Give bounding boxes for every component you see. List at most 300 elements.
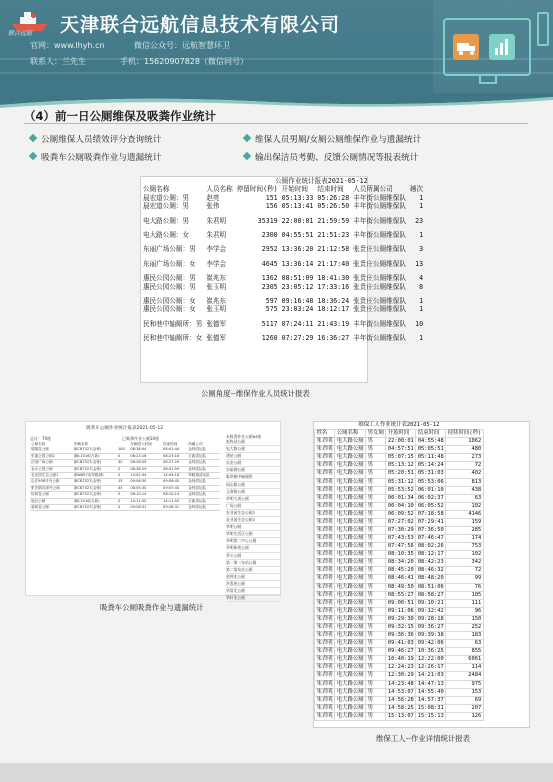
table-cell: 朱君明 (206, 231, 227, 240)
table-cell: 1 (419, 193, 424, 202)
diamond-bullet-icon (243, 134, 251, 142)
table-row (141, 245, 425, 253)
table-cell: 男 (366, 518, 386, 526)
table-cell: 08:12:17 (417, 551, 444, 558)
table-cell: 07:27:02 (387, 518, 414, 525)
contact-text: 联系人：兰先生 (30, 57, 86, 66)
missing-toilet-item: 第二第布站公厕 (226, 567, 280, 574)
table-cell: 08:10:35 (387, 551, 414, 558)
column-header: 人员所属公司 (353, 185, 393, 194)
table-cell: 男 (366, 454, 386, 462)
table-cell: 102 (446, 551, 483, 559)
table-cell: 438 (446, 486, 483, 494)
table-cell: 12:30:29 (387, 672, 414, 679)
table-cell: 3 (419, 245, 424, 254)
table-cell: 男 (366, 543, 386, 551)
table-cell: 金钟清运队 (187, 485, 220, 491)
table-cell: 男 (366, 551, 386, 559)
table-cell: 07:30:29 (387, 527, 414, 534)
missing-toilet-item: 华明公厕 (226, 524, 280, 531)
report-summary: 总计：74座 (30, 436, 52, 441)
table-cell: 05:31:03 (417, 470, 444, 477)
table-cell: 朱君明 (316, 551, 333, 558)
table-cell: 张德军 (206, 319, 227, 328)
table-cell: 05:13:12 (387, 462, 414, 469)
table-cell: 张贵庄公厕维保队 (353, 259, 406, 268)
table-cell: 电大路公厕 (336, 446, 364, 453)
column-header: 人员名称 (206, 185, 233, 194)
table-cell: 电大路公厕 (336, 559, 364, 566)
table-header-row (315, 430, 484, 438)
company-name: 天津联合远航信息技术有限公司 (60, 14, 341, 36)
table-row (315, 640, 484, 648)
table-cell: 12:26:17 (417, 664, 444, 671)
report-title: 公厕作业统计报表2021-05-12 (275, 177, 368, 185)
table-cell: 08:41:44 (162, 447, 187, 453)
table-cell: 男 (366, 575, 386, 583)
table-cell: 21:17:40 (317, 259, 350, 268)
table-cell: 1062 (446, 438, 483, 446)
table-cell: 18:12:17 (317, 305, 350, 314)
table-cell: 99 (446, 575, 483, 583)
table-cell: 126 (446, 712, 483, 720)
table-cell: 男 (366, 486, 386, 494)
table-cell: 朱君明 (316, 623, 333, 630)
missing-toilet-item: 广场公厕 (226, 503, 280, 510)
column-header: 姓名 (315, 430, 335, 438)
table-cell: 09:16:48 (281, 297, 314, 306)
table-cell: 09:28:31 (129, 505, 162, 511)
table-cell: 2305 (261, 282, 278, 291)
table-row (141, 231, 425, 239)
table-cell: 朱君明 (316, 575, 333, 582)
table-cell: 男 (366, 438, 386, 446)
table-cell: 津CB7527(金钟) (73, 460, 117, 466)
table-cell: 朱君明 (316, 567, 333, 574)
table-cell: 855 (446, 648, 483, 656)
missing-toilet-item: 农业园生态公厕2 (226, 510, 280, 517)
table-cell: 153 (446, 688, 483, 696)
table-cell: 04:57:51 (387, 446, 414, 453)
column-header: 趟次 (409, 185, 424, 194)
report2-caption: 吸粪车公厕吸粪作业与遗漏统计 (100, 603, 204, 612)
table-cell: 男 (366, 648, 386, 656)
table-cell: 朱君明 (316, 672, 333, 679)
table-row (315, 680, 484, 688)
table-row (315, 704, 484, 712)
table-cell: 10 (415, 319, 424, 328)
table-cell: 军粮城清运队 (187, 473, 220, 479)
table-cell: 8 (419, 282, 424, 291)
table-cell: 朱君明 (316, 494, 333, 501)
table-cell: 2952 (261, 245, 278, 254)
table-cell: 金钟清运队 (187, 460, 220, 466)
table-cell: 14:21:03 (417, 672, 444, 679)
table-cell: 21:12:58 (317, 245, 350, 254)
table-cell: 753 (446, 543, 483, 551)
table-cell: 万新清运队 (187, 453, 220, 459)
table-cell: 13:02:44 (129, 473, 162, 479)
column-header: 结束时间 (416, 430, 446, 438)
table-cell: 16:36:27 (317, 334, 350, 343)
table-cell: 朱君明 (316, 640, 333, 647)
table-cell: 08:10:14 (162, 492, 187, 498)
table-row (315, 494, 484, 502)
table-cell: 男 (366, 704, 386, 712)
missing-toilet-item: 华明生活区公厕 (226, 531, 280, 538)
table-cell: 4 (419, 274, 424, 283)
table-cell: 23:03:24 (281, 305, 314, 314)
table-cell: 电大路公厕 (336, 543, 364, 550)
table-cell: 电大路公厕：女 (143, 231, 190, 240)
table-cell: 111 (446, 599, 483, 607)
table-cell: 张贵庄公厕维保队 (353, 297, 406, 306)
table-cell: 09:07:45 (162, 485, 187, 491)
table-cell: 21:59:59 (317, 216, 350, 225)
table-row (315, 518, 484, 526)
table-cell: 09:46:27 (387, 648, 414, 655)
table-cell: 08:41:59 (162, 466, 187, 472)
table-cell: 1362 (261, 274, 278, 283)
table-cell: 1 (419, 202, 424, 211)
table-cell: 2300 (261, 231, 278, 240)
table-row (315, 656, 484, 664)
table-body (30, 447, 220, 511)
table-cell: 电大路公厕 (336, 712, 364, 719)
table-cell: 朱君明 (316, 656, 333, 663)
footer-band (0, 763, 553, 782)
table-row (141, 334, 425, 342)
table-cell: 电大路公厕 (336, 486, 364, 493)
table-cell: 08:10:14 (129, 492, 162, 498)
table-cell: 22:00:01 (281, 216, 314, 225)
table-cell: 朱君明 (316, 462, 333, 469)
table-cell: 农业园生态公厕1 (30, 473, 73, 479)
table-cell: 69 (446, 696, 483, 704)
table-cell: 102 (446, 502, 483, 510)
table-cell: 14:47:13 (417, 680, 444, 687)
table-cell: 07:46:47 (417, 535, 444, 542)
table-cell: 0 (117, 492, 129, 498)
table-cell: 183 (446, 632, 483, 640)
table-cell: 电大路公厕 (336, 438, 364, 445)
table-cell: 法治广场公厕 (30, 460, 73, 466)
table-cell: 12:24:23 (387, 664, 414, 671)
table-cell: 22:00:01 (387, 438, 414, 445)
table-cell: 男 (366, 583, 386, 591)
table-cell: 05:13:41 (281, 202, 314, 211)
monitor-icon (443, 18, 531, 76)
table-cell: 480 (446, 446, 483, 454)
table-cell: 李学会 (206, 259, 227, 268)
table-cell: 崔兆东 (206, 274, 227, 283)
table-cell: 14:57:37 (417, 696, 444, 703)
table-row (30, 505, 220, 511)
table-cell: 09:10:21 (417, 599, 444, 606)
table-cell: 06:04:10 (387, 502, 414, 509)
table-cell: 07:47:56 (387, 543, 414, 550)
table-cell: 72 (446, 567, 483, 575)
table-cell: 23 (415, 216, 424, 225)
pen-icon (537, 12, 549, 46)
table-cell: 30 (117, 460, 129, 466)
table-cell: 电大路公厕 (336, 575, 364, 582)
table-cell: 273 (446, 454, 483, 462)
table-cell: 0 (117, 453, 129, 459)
missing-title: 未吸粪作业公厕64座 (226, 434, 262, 439)
table-cell: 18:36:24 (317, 297, 350, 306)
table-cell: 09:11:06 (387, 607, 414, 614)
table-cell: 15:08:31 (417, 704, 444, 711)
table-cell: 08:49:50 (387, 583, 414, 590)
table-cell: 09:28:18 (417, 615, 444, 622)
table-cell: 金钟清运队 (187, 466, 220, 472)
table-cell: 813 (446, 478, 483, 486)
table-cell: 张玉明 (206, 282, 227, 291)
table-cell: 08:34:20 (387, 559, 414, 566)
table-cell: 1 (419, 334, 424, 343)
table-cell: 09:06:30 (129, 479, 162, 485)
section-title: （4）前一日公厕维保及吸粪作业统计 (24, 109, 216, 123)
table-row (315, 615, 484, 623)
table-cell: 李学会 (206, 245, 227, 254)
table-cell: 朱君明 (316, 438, 333, 445)
table-row (315, 535, 484, 543)
table-cell: 电大路公厕 (336, 664, 364, 671)
table-cell: 05:11:48 (417, 454, 444, 461)
table-cell: 万新清运队 (187, 498, 220, 504)
table-cell: 207 (446, 704, 483, 712)
table-cell: 1260 (261, 334, 278, 343)
table-cell: 4645 (261, 259, 278, 268)
table-cell: 14:58:25 (387, 704, 414, 711)
table-cell: 09:12:42 (417, 607, 444, 614)
table-cell: 朱君明 (316, 704, 333, 711)
table-cell: 08:45:20 (387, 567, 414, 574)
table-row (141, 274, 425, 282)
table-cell: 金钟清运队 (187, 447, 220, 453)
table-cell: 张玉明 (206, 305, 227, 314)
table-cell: 18:41:30 (317, 274, 350, 283)
report3-caption: 维保工人--作业详情统计报表 (376, 734, 471, 743)
table-cell: 男 (366, 535, 386, 543)
table-cell: 朱君明 (316, 680, 333, 687)
table-cell: 13:36:14 (281, 259, 314, 268)
table-cell: 朱君明 (316, 502, 333, 509)
table-cell: 电大路公厕 (336, 502, 364, 509)
table-cell: 惠民公园公厕：男 (143, 282, 196, 291)
column-header: 公厕名称 (143, 185, 170, 194)
table-cell: 惠民公园公厕：女 (143, 305, 196, 314)
table-cell: 08:55:30 (129, 485, 162, 491)
table-cell: 06:01:34 (387, 494, 414, 501)
table-row (315, 454, 484, 462)
table-cell: 14:55:40 (417, 688, 444, 695)
table-cell: 05:13:33 (281, 193, 314, 202)
table-cell: 张庄精功津外公厕 (30, 485, 73, 491)
table-cell: 电大路公厕 (336, 583, 364, 590)
table-cell: 电大路公厕 (336, 696, 364, 703)
truck-icon (453, 34, 479, 60)
toilet-report-table (141, 177, 425, 343)
table-cell: 07:24:11 (281, 319, 314, 328)
column-header: 所属公司 (188, 442, 203, 446)
table-cell: 男 (366, 632, 386, 640)
diamond-bullet-icon (29, 152, 37, 160)
table-cell: 男 (366, 599, 386, 607)
missing-toilet-item: 建星公厕 (226, 453, 280, 460)
table-cell: 崔兆东 (206, 297, 227, 306)
table-cell: 津CB7527(金钟) (73, 447, 117, 453)
table-cell: 意和壹公厕 (30, 505, 73, 511)
table-cell: 津CB7527(金钟) (73, 492, 117, 498)
table-header-row (141, 185, 425, 193)
table-cell: 朱君明 (316, 648, 333, 655)
table-cell: 电大路公厕 (336, 567, 364, 574)
table-cell: 男 (366, 478, 386, 486)
table-cell: 惠民公园公厕：男 (143, 274, 196, 283)
page-header (0, 0, 553, 93)
table-cell: 156 (265, 202, 278, 211)
table-cell: 09:39:38 (417, 632, 444, 639)
missing-toilet-item: 园山路公厕 (226, 482, 280, 489)
table-row (315, 502, 484, 510)
missing-toilet-item: 金钟北公厕 (226, 574, 280, 581)
bullet-item: 公厕维保人员绩效评分查询统计 (30, 133, 161, 145)
table-cell: 张贵庄公厕维保队 (353, 274, 406, 283)
missing-toilet-item: 华明第二中心公厕 (226, 538, 280, 545)
missing-toilet-item: 东安公厕 (226, 460, 280, 467)
table-row (315, 462, 484, 470)
table-cell: 05:07:15 (387, 454, 414, 461)
table-row (315, 486, 484, 494)
missing-toilet-item: 第一第一布站公厕 (226, 560, 280, 567)
report-subtitle: 已吸粪作业公厕10座 (122, 436, 160, 441)
table-row (141, 260, 425, 268)
table-cell: 张贵庄公厕维保队 (353, 305, 406, 314)
table-cell: 06:05:52 (417, 502, 444, 509)
missing-toilet-item: 电大路公厕 (226, 446, 280, 453)
bar-chart-icon (489, 34, 515, 60)
table-cell: 05:20:51 (387, 470, 414, 477)
missing-toilet-item: 华明新苑公厕 (226, 545, 280, 552)
table-cell: 电大路公厕 (336, 704, 364, 711)
table-cell: 05:05:51 (417, 446, 444, 453)
table-cell: 0 (117, 473, 129, 479)
table-cell: 晨宏道公厕：男 (143, 202, 190, 211)
table-cell: 06:01:10 (417, 486, 444, 493)
table-cell: 电大路公厕 (336, 615, 364, 622)
table-cell: 男 (366, 510, 386, 518)
table-cell: 晨宏道公厕：男 (143, 193, 190, 202)
table-cell: 08:23:16 (162, 453, 187, 459)
table-row (315, 664, 484, 672)
table-cell: 975 (446, 680, 483, 688)
column-header: 开始时间 (386, 430, 416, 438)
table-cell: 朱君明 (316, 615, 333, 622)
suction-truck-report-screenshot (25, 421, 281, 601)
table-cell: 07:18:58 (417, 510, 444, 517)
bullet-item: 吸粪车公厕吸粪作业与遗漏统计 (30, 151, 161, 163)
table-cell: 电大路公厕 (336, 623, 364, 630)
phone-text: 手机：15620907828（微信同号） (120, 57, 248, 66)
table-cell: 08:58:27 (417, 591, 444, 598)
table-cell: 14:44:18 (162, 473, 187, 479)
table-row (315, 438, 484, 446)
table-cell: 张贵庄公厕维保队 (353, 282, 406, 291)
table-cell: 05:14:24 (417, 462, 444, 469)
table-row (315, 543, 484, 551)
table-cell: 赵亮 (206, 193, 220, 202)
missing-toilet-item: 东丽湖公厕 (226, 467, 280, 474)
table-cell: 金钟清运队 (187, 505, 220, 511)
table-cell: 丰年街公厕维保队 (353, 216, 406, 225)
missing-toilet-list (226, 439, 280, 602)
table-cell: 14:23:48 (387, 680, 414, 687)
table-cell: 朱君明 (316, 454, 333, 461)
table-cell: 津CB7527(金钟) (73, 485, 117, 491)
table-cell: 151 (265, 193, 278, 202)
table-cell: 04:55:51 (281, 231, 314, 240)
bullet-item: 维保人员男厕/女厕公厕维保作业与遗漏统计 (244, 133, 421, 145)
table-row (315, 712, 484, 720)
table-cell: 丰年街公厕维保队 (353, 319, 406, 328)
table-cell: 21:43:19 (317, 319, 350, 328)
table-cell: 6061 (446, 656, 483, 664)
table-cell: 13:36:20 (281, 245, 314, 254)
missing-toilet-item: 华富北公厕 (226, 588, 280, 595)
column-header: 公厕名称 (335, 430, 366, 438)
table-cell: 09:36:27 (417, 623, 444, 630)
table-cell: 10:36:25 (417, 648, 444, 655)
table-cell: 电大路公厕 (336, 551, 364, 558)
missing-toilet-item: 华五公厕 (226, 553, 280, 560)
table-cell: 08:51:09 (281, 274, 314, 283)
table-cell: 男 (366, 640, 386, 648)
table-cell: 男 (366, 462, 386, 470)
table-cell: 07:43:53 (387, 535, 414, 542)
table-row (141, 217, 425, 225)
table-row (315, 607, 484, 615)
table-cell: 174 (446, 535, 483, 543)
table-cell: 男 (366, 494, 386, 502)
table-cell: 男 (366, 591, 386, 599)
table-cell: 09:41:03 (387, 640, 414, 647)
table-cell: 男 (366, 696, 386, 704)
table-cell: 民和巷中轴厕所：男 (143, 319, 203, 328)
table-cell: 丰年街公厕维保队 (353, 193, 406, 202)
table-cell: 10:40:19 (387, 656, 414, 663)
column-header: 男女厕 (367, 430, 384, 437)
table-cell: 电大路公厕 (336, 527, 364, 534)
table-cell: 津CB7527(金钟) (73, 466, 117, 472)
missing-toilet-item: 华轩北公厕 (226, 595, 280, 602)
table-cell: 朱君明 (316, 518, 333, 525)
table-cell: 朱君明 (316, 583, 333, 590)
table-cell: 沿庄908号外公厕 (30, 479, 73, 485)
column-header: 开始时间 (281, 185, 309, 194)
table-cell: 电大路公厕 (336, 462, 364, 469)
table-cell: 朱君明 (316, 543, 333, 550)
missing-toilet-item: 农业园生态公厕3 (226, 517, 280, 524)
table-cell: 08:38:44 (129, 447, 162, 453)
table-cell: 男 (366, 502, 386, 510)
table-cell: 男 (366, 470, 386, 478)
table-cell: 114 (446, 664, 483, 672)
table-row (315, 583, 484, 591)
table-row (141, 283, 425, 291)
table-cell: 575 (265, 305, 278, 314)
